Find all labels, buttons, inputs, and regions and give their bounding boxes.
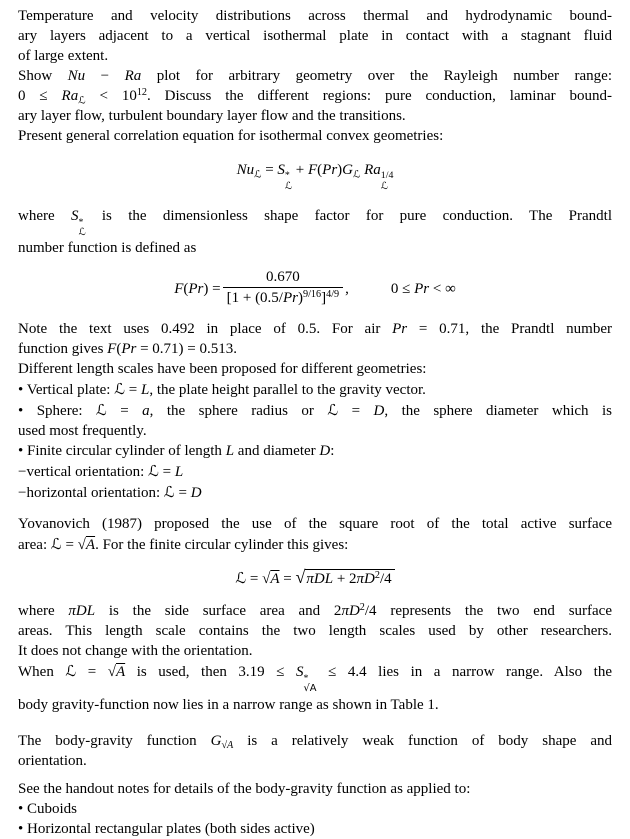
text-line: ary layer flow, turbulent boundary layer flow and the transitions. (18, 108, 406, 124)
text-line: The body-gravity function $G_{√A}$ is a relatively weak function of body shape and (18, 732, 613, 751)
text-line: • Finite circular cylinder of length L and diameter D: (18, 443, 335, 460)
text-line: of large extent. (18, 48, 109, 64)
fraction-denominator: $[1 + (0.5/Pr)^{9/16}]^{4/9}$ (223, 287, 344, 309)
text-line: • Cuboids (18, 800, 78, 817)
text-line: • Sphere: ℒ = a, the sphere radius or ℒ = D, the sphere diameter which is (18, 401, 612, 420)
text-line: function gives F(Pr = 0.71) = 0.513. (18, 341, 237, 358)
length-scale-equation (18, 567, 612, 589)
text-line: It does not change with the orientation. (18, 643, 253, 660)
equation-lhs: ℒ = √A = (235, 569, 296, 588)
text-line: $0 \le Ra_ℒ < 10^{12}$. Discuss the different regions: pure conduction, laminar bound- (18, 86, 613, 107)
text-line: where πDL is the side surface area and $2\pi D^2/4$ represents the two end surface (18, 602, 612, 620)
text-line: • Horizontal rectangular plates (both sides active) (18, 820, 315, 837)
text-line: body gravity-function now lies in a narrow range as shown in Table 1. (18, 696, 439, 713)
text-line: Present general correlation equation for isothermal convex geometries: (18, 128, 444, 144)
text-line: areas. This length scale contains the two length scales used by other researchers. (18, 623, 612, 640)
paragraph-gap (18, 503, 612, 514)
text-line: Show Nu − Ra plot for arbitrary geometry over the Rayleigh number range: (18, 68, 612, 84)
text-line: See the handout notes for details of the body-gravity function as applied to: (18, 780, 471, 797)
text-line: Yovanovich (1987) proposed the use of the square root of the total active surface (18, 516, 612, 533)
text-line: area: ℒ = √A. For the finite circular cylinder this gives: (18, 535, 349, 554)
text-line: −horizontal orientation: ℒ = D (18, 483, 202, 502)
nusselt-correlation-equation: $Nu_ℒ = S$ * ℒ + $F(Pr)G_ℒ$ Ra 1/4 ℒ (236, 162, 394, 192)
text-line: where S * ℒ is the dimensionless shape factor for pure conduction. The Prandtl (18, 208, 612, 239)
fraction (223, 268, 344, 309)
text-line: Different length scales have been proposed for different geometries: (18, 361, 427, 378)
text-line: Temperature and velocity distributions across thermal and hydrodynamic bound- (18, 8, 612, 24)
radical-sign: √ (295, 567, 306, 588)
prandtl-function-equation (18, 268, 612, 309)
equation-comma: , (345, 280, 349, 297)
text-line: number function is defined as (18, 240, 197, 257)
text-line: −vertical orientation: ℒ = L (18, 462, 184, 481)
text-line: used most frequently. (18, 423, 147, 440)
equation-condition: 0 ≤ Pr < ∞ (390, 280, 456, 297)
paragraph-gap (18, 715, 612, 731)
radicand: $\pi DL + 2\pi D^2/4$ (305, 569, 394, 588)
paragraph-gap (18, 771, 612, 779)
text-line: ary layers adjacent to a vertical isothermal plate in contact with a stagnant fluid (18, 28, 612, 44)
text-line: • Vertical plate: ℒ = L, the plate height parallel to the gravity vector. (18, 380, 426, 399)
text-line: Note the text uses 0.492 in place of 0.5. For air Pr = 0.71, the Prandtl number (18, 321, 612, 338)
equation-lhs: F(Pr) = (174, 280, 221, 297)
fraction-numerator: 0.670 (266, 269, 300, 286)
text-line: orientation. (18, 752, 87, 769)
text-line: When ℒ = √A is used, then 3.19 ≤ S * √A ≤ 4.4 lies in a narrow range. Also the (18, 662, 612, 695)
